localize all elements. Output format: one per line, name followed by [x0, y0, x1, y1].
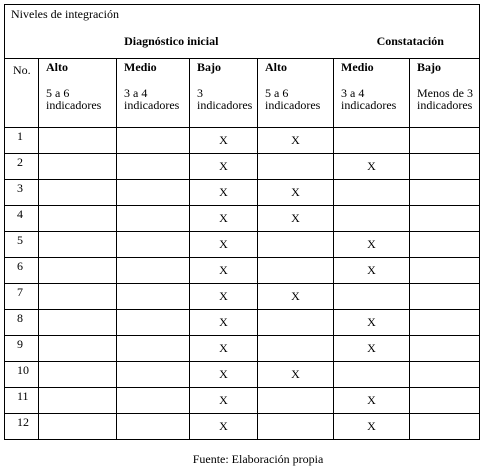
row-number: 6	[5, 258, 39, 284]
table-row	[5, 388, 480, 414]
level-description: 5 a 6 indicadores	[46, 86, 102, 112]
table-cell: X	[190, 362, 258, 388]
table-cell: X	[334, 310, 410, 336]
table-cell: X	[190, 128, 258, 154]
level-description: 5 a 6 indicadores	[265, 86, 321, 112]
table-cell	[410, 388, 480, 414]
table-cell	[410, 180, 480, 206]
table-cell	[39, 414, 117, 440]
table-cell	[334, 206, 410, 232]
table-cell	[258, 388, 334, 414]
row-number: 1	[5, 128, 39, 154]
table-cell	[410, 206, 480, 232]
row-number: 11	[5, 388, 39, 414]
table-cell: X	[190, 232, 258, 258]
table-cell: X	[334, 414, 410, 440]
table-cell	[117, 414, 190, 440]
table-cell	[410, 232, 480, 258]
table-row	[5, 180, 480, 206]
table-cell	[39, 206, 117, 232]
level-label: Medio	[341, 60, 374, 74]
table-row	[5, 154, 480, 180]
table-cell: X	[258, 180, 334, 206]
source-note: Fuente: Elaboración propia	[192, 452, 324, 466]
level-label: Medio	[124, 60, 157, 74]
table-cell: X	[190, 336, 258, 362]
table-cell	[117, 284, 190, 310]
column-header-level	[334, 59, 410, 128]
table-cell: X	[190, 206, 258, 232]
table-cell	[258, 414, 334, 440]
level-description: 3 a 4 indicadores	[341, 86, 397, 112]
table-cell: X	[334, 154, 410, 180]
table-cell: X	[258, 362, 334, 388]
column-header-no: No.	[5, 59, 39, 128]
table-row	[5, 206, 480, 232]
table-cell	[410, 284, 480, 310]
level-description: 3 indicadores	[197, 86, 253, 112]
table-cell	[410, 362, 480, 388]
level-label: Alto	[46, 60, 68, 74]
level-label: Bajo	[197, 60, 221, 74]
table-cell: X	[334, 232, 410, 258]
row-number: 4	[5, 206, 39, 232]
table-cell	[410, 128, 480, 154]
table-cell: X	[258, 284, 334, 310]
table-cell	[410, 258, 480, 284]
table-row	[5, 128, 480, 154]
table-cell	[117, 336, 190, 362]
table-cell	[334, 284, 410, 310]
table-cell	[39, 154, 117, 180]
table-cell	[39, 232, 117, 258]
table-cell	[258, 310, 334, 336]
column-header-level	[258, 59, 334, 128]
row-number: 12	[5, 414, 39, 440]
table-cell	[39, 258, 117, 284]
table-row	[5, 232, 480, 258]
table-cell	[410, 154, 480, 180]
table-cell	[117, 362, 190, 388]
table-cell	[117, 388, 190, 414]
table-row	[5, 310, 480, 336]
table-cell	[258, 258, 334, 284]
table-cell	[334, 128, 410, 154]
level-label: Bajo	[417, 60, 441, 74]
row-number: 10	[5, 362, 39, 388]
table-cell	[117, 310, 190, 336]
table-cell: X	[190, 180, 258, 206]
table-cell	[334, 180, 410, 206]
table-cell: X	[190, 310, 258, 336]
row-number: 9	[5, 336, 39, 362]
table-cell	[39, 388, 117, 414]
table-cell: X	[334, 258, 410, 284]
level-label: Alto	[265, 60, 287, 74]
table-cell	[39, 284, 117, 310]
column-header-level	[117, 59, 190, 128]
integration-levels-table	[4, 4, 480, 440]
table-row	[5, 284, 480, 310]
table-cell	[39, 310, 117, 336]
row-number: 7	[5, 284, 39, 310]
table-row	[5, 258, 480, 284]
table-cell	[117, 180, 190, 206]
table-cell	[117, 154, 190, 180]
table-row	[5, 362, 480, 388]
level-description: Menos de 3 indicadores	[417, 86, 473, 112]
table-cell: X	[190, 154, 258, 180]
table-cell: X	[258, 128, 334, 154]
table-cell	[117, 232, 190, 258]
group-header-diagnostico: Diagnóstico inicial	[5, 24, 258, 59]
column-header-level	[410, 59, 480, 128]
table-row	[5, 336, 480, 362]
table-cell	[39, 336, 117, 362]
table-cell	[258, 232, 334, 258]
table-cell: X	[190, 284, 258, 310]
table-cell	[39, 128, 117, 154]
table-cell	[258, 154, 334, 180]
table-cell	[410, 414, 480, 440]
table-cell: X	[334, 388, 410, 414]
table-cell: X	[190, 258, 258, 284]
table-cell	[39, 362, 117, 388]
table-cell	[117, 258, 190, 284]
table-cell	[410, 310, 480, 336]
table-cell	[117, 206, 190, 232]
row-number: 5	[5, 232, 39, 258]
table-caption: Niveles de integración	[5, 5, 480, 25]
row-number: 3	[5, 180, 39, 206]
table-cell: X	[334, 336, 410, 362]
table-cell	[39, 180, 117, 206]
table-cell	[334, 362, 410, 388]
table-cell	[258, 336, 334, 362]
group-header-constatacion: Constatación	[258, 24, 480, 59]
column-header-level	[39, 59, 117, 128]
table-cell: X	[190, 388, 258, 414]
column-header-level	[190, 59, 258, 128]
table-cell	[410, 336, 480, 362]
table-cell	[117, 128, 190, 154]
table-cell: X	[258, 206, 334, 232]
table-cell: X	[190, 414, 258, 440]
table-row	[5, 414, 480, 440]
row-number: 8	[5, 310, 39, 336]
level-description: 3 a 4 indicadores	[124, 86, 180, 112]
row-number: 2	[5, 154, 39, 180]
